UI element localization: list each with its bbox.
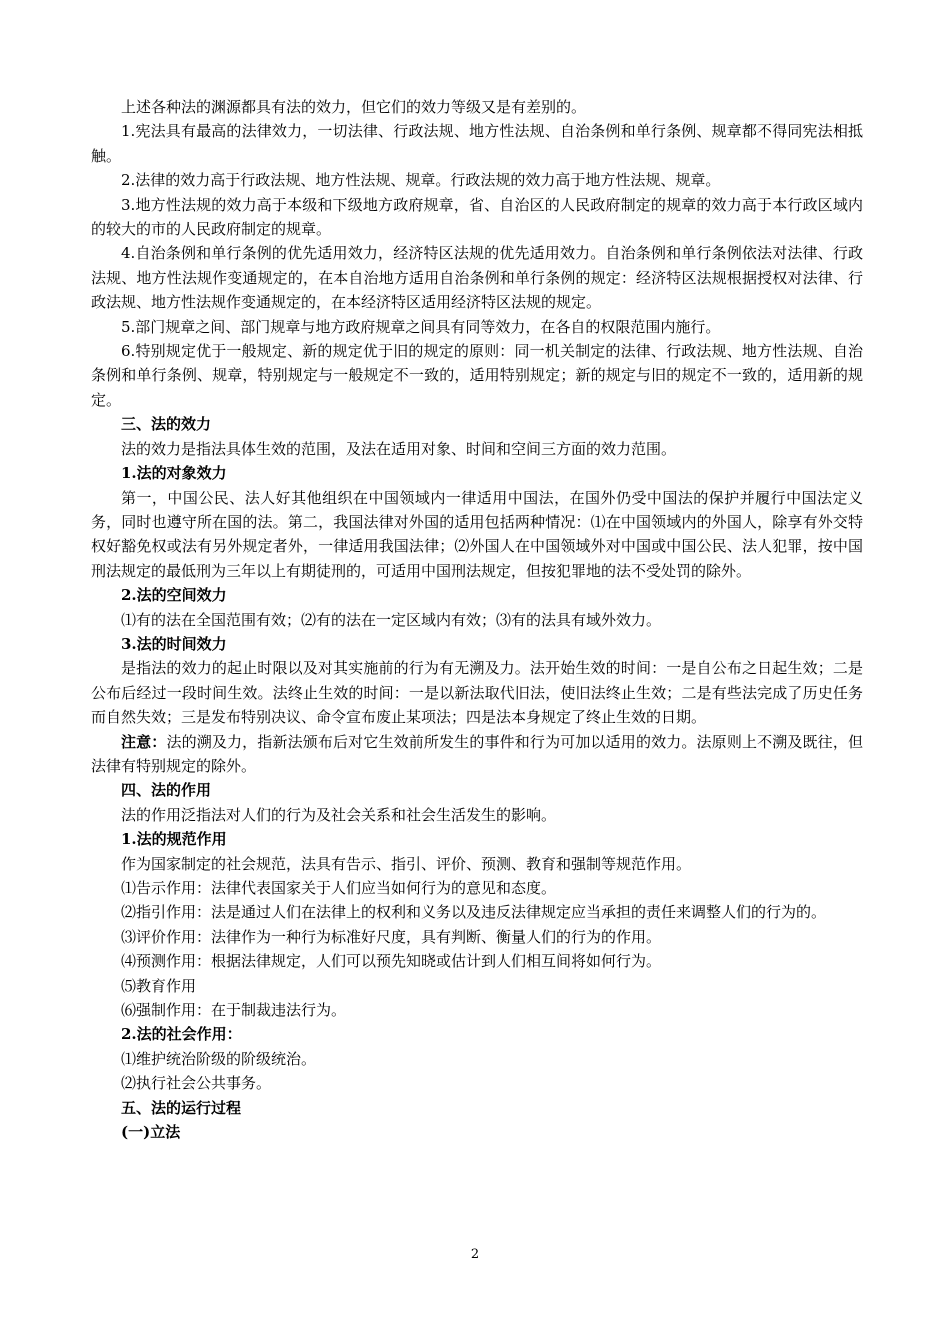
section-heading: 1.法的规范作用 xyxy=(121,830,227,849)
body-paragraph xyxy=(91,730,863,779)
body-paragraph: 6.特别规定优于一般规定、新的规定优于旧的规定的原则：同一机关制定的法律、行政法规、地方性法规、自治条例和单行条例、规章，特别规定与一般规定不一致的，适用特别规定；新的规定与旧的规定不一致的，适用新的规定。 xyxy=(91,342,863,409)
body-paragraph: 作为国家制定的社会规范，法具有告示、指引、评价、预测、教育和强制等规范作用。 xyxy=(121,854,692,873)
body-paragraph: 是指法的效力的起止时限以及对其实施前的行为有无溯及力。法开始生效的时间：一是自公布之日起生效；二是公布后经过一段时间生效。法终止生效的时间：一是以新法取代旧法，使旧法终止生效；二是有些法完成了历史任务而自然失效；三是发布特别决议、命令宣布废止某项法；四是法本身规定了终止生效的日期。 xyxy=(91,659,863,727)
body-paragraph: 第一，中国公民、法人好其他组织在中国领域内一律适用中国法，在国外仍受中国法的保护并履行中国法定义务，同时也遵守所在国的法。第二，我国法律对外国的适用包括两种情况：⑴在中国领域内的外国人，除享有外交特权好豁免权或法有另外规定者外，一律适用我国法律；⑵外国人在中国领域外对中国或中国公民、法人犯罪，按中国刑法规定的最低刑为三年以上有期徒刑的，可适用中国刑法规定，但按犯罪地的法不受处罚的除外。 xyxy=(91,488,863,580)
section-heading: 2.法的空间效力 xyxy=(121,586,227,605)
body-paragraph: 法的作用泛指法对人们的行为及社会关系和社会生活发生的影响。 xyxy=(121,805,557,824)
body-paragraph: 4.自治条例和单行条例的优先适用效力，经济特区法规的优先适用效力。自治条例和单行条例依法对法律、行政法规、地方性法规作变通规定的，在本自治地方适用自治条例和单行条例的规定：经济特区法规根据授权对法律、行政法规、地方性法规作变通规定的，在本经济特区适用经济特区法规的规定。 xyxy=(91,244,863,312)
body-paragraph: ⑴维护统治阶级的阶级统治。 xyxy=(121,1049,317,1068)
section-heading: 四、法的作用 xyxy=(121,781,212,800)
body-paragraph: 5.部门规章之间、部门规章与地方政府规章之间具有同等效力，在各自的权限范围内施行。 xyxy=(121,317,721,336)
body-paragraph: ⑵执行社会公共事务。 xyxy=(121,1074,272,1093)
section-heading: 2.法的社会作用： xyxy=(121,1025,242,1044)
body-paragraph: ⑵指引作用：法是通过人们在法律上的权利和义务以及违反法律规定应当承担的责任来调整人们的行为的。 xyxy=(121,903,827,922)
page-number: 2 xyxy=(470,1247,480,1262)
section-heading: (一)立法 xyxy=(121,1123,181,1142)
body-paragraph: 3.地方性法规的效力高于本级和下级地方政府规章，省、自治区的人民政府制定的规章的效力高于本行政区域内的较大的市的人民政府制定的规章。 xyxy=(91,195,863,239)
section-heading: 3.法的时间效力 xyxy=(121,634,227,653)
body-paragraph: 1.宪法具有最高的法律效力，一切法律、行政法规、地方性法规、自治条例和单行条例、规章都不得同宪法相抵触。 xyxy=(91,122,863,165)
body-paragraph: 上述各种法的渊源都具有法的效力，但它们的效力等级又是有差别的。 xyxy=(121,98,587,116)
body-paragraph: ⑹强制作用：在于制裁违法行为。 xyxy=(121,1001,347,1020)
section-heading: 五、法的运行过程 xyxy=(121,1098,242,1117)
body-paragraph: ⑷预测作用：根据法律规定，人们可以预先知晓或估计到人们相互间将如何行为。 xyxy=(121,952,662,971)
body-paragraph: ⑴有的法在全国范围有效；⑵有的法在一定区域内有效；⑶有的法具有域外效力。 xyxy=(121,610,662,629)
body-paragraph: ⑶评价作用：法律作为一种行为标准好尺度，具有判断、衡量人们的行为的作用。 xyxy=(121,927,662,946)
note-label: 注意： xyxy=(121,732,167,751)
body-paragraph: 法的效力是指法具体生效的范围，及法在适用对象、时间和空间三方面的效力范围。 xyxy=(121,439,677,458)
body-paragraph: 2.法律的效力高于行政法规、地方性法规、规章。行政法规的效力高于地方性法规、规章。 xyxy=(121,171,721,190)
body-paragraph: ⑴告示作用：法律代表国家关于人们应当如何行为的意见和态度。 xyxy=(121,879,557,897)
note-text: 法的溯及力，指新法颁布后对它生效前所发生的事件和行为可加以适用的效力。法原则上不溯及既往，但法律有特别规定的除外。 xyxy=(91,732,863,775)
body-paragraph: ⑸教育作用 xyxy=(121,976,197,995)
section-heading: 三、法的效力 xyxy=(121,415,212,434)
document-body xyxy=(91,95,863,1144)
section-heading: 1.法的对象效力 xyxy=(121,464,227,483)
